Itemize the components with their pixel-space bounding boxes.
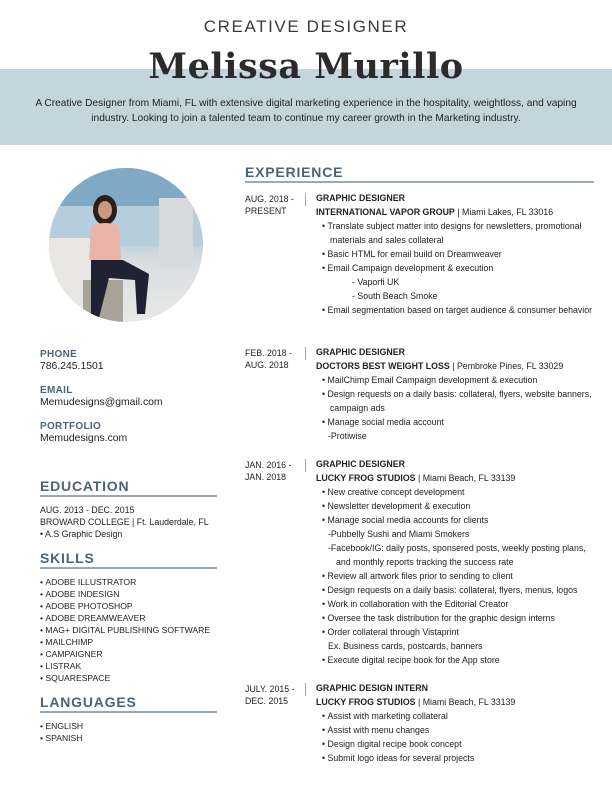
skills-list — [40, 576, 210, 684]
summary: A Creative Designer from Miami, FL with extensive digital marketing experience in the hospitality, weightloss, and vaping industry. Looking to join a talented team to continue my career growth in the Marketing industry. — [35, 98, 577, 124]
profile-photo-illustration — [49, 168, 203, 322]
job-bullet: • Manage social media accounts for clients — [316, 513, 596, 527]
skill-item: • ADOBE ILLUSTRATOR — [40, 576, 210, 588]
job-title: GRAPHIC DESIGNER — [316, 193, 405, 203]
job-bullet: • Design digital recipe book concept — [316, 737, 596, 751]
email-value[interactable]: Memudesigns@gmail.com — [40, 397, 163, 408]
job-bullet: • Basic HTML for email build on Dreamweaver — [316, 247, 596, 261]
job-sub-item: -Pubbelly Sushi and Miami Smokers — [328, 529, 470, 539]
job-sub-item: - Vaporfi UK — [352, 277, 400, 287]
job-company: DOCTORS BEST WEIGHT LOSS | Pembroke Pines, FL 33029 — [316, 361, 564, 371]
skill-item: • ADOBE PHOTOSHOP — [40, 600, 210, 612]
education-dates: AUG. 2013 - DEC. 2015 — [40, 505, 135, 515]
languages-list — [40, 720, 83, 744]
job-entry — [316, 191, 596, 317]
job-bullet: • Oversee the task distribution for the graphic design interns — [316, 611, 596, 625]
job-company: LUCKY FROG STUDIOS | Miami Beach, FL 33139 — [316, 473, 516, 483]
job-sub-item: - South Beach Smoke — [352, 291, 438, 301]
job-title: GRAPHIC DESIGNER — [316, 459, 405, 469]
job-dates: FEB. 2018 - AUG. 2018 — [245, 348, 292, 370]
job-bullet: • Order collateral through Vistaprint — [316, 625, 596, 639]
skill-item: • MAILCHIMP — [40, 636, 210, 648]
job-bullet: • Translate subject matter into designs for newsletters, promotional materials and sales collateral — [316, 219, 596, 247]
job-bullet: • Review all artwork files prior to sending to client — [316, 569, 596, 583]
skill-item: • LISTRAK — [40, 660, 210, 672]
role-title: CREATIVE DESIGNER — [203, 17, 409, 36]
languages-title: LANGUAGES — [40, 694, 137, 710]
job-company: INTERNATIONAL VAPOR GROUP | Miami Lakes, FL 33016 — [316, 207, 554, 217]
job-sub-item: -Protiwise — [328, 431, 367, 441]
phone-label: PHONE — [40, 349, 78, 360]
skill-item: • ADOBE INDESIGN — [40, 588, 210, 600]
job-bullet: • New creative concept development — [316, 485, 596, 499]
job-dates: JAN. 2016 - JAN. 2018 — [245, 460, 292, 482]
job-dates: AUG. 2018 - PRESENT — [245, 194, 294, 216]
skills-rule — [40, 567, 217, 569]
job-bullet: • Work in collaboration with the Editorial Creator — [316, 597, 596, 611]
skill-item: • CAMPAIGNER — [40, 648, 210, 660]
education-title: EDUCATION — [40, 478, 130, 494]
job-title: GRAPHIC DESIGN INTERN — [316, 683, 428, 693]
education-school: BROWARD COLLEGE | Ft. Lauderdale, FL — [40, 517, 209, 527]
experience-rule — [245, 181, 594, 183]
job-divider — [305, 683, 306, 696]
job-bullet: • Submit logo ideas for several projects — [316, 751, 596, 765]
job-entry — [316, 457, 596, 667]
job-divider — [305, 347, 306, 360]
job-sub-item: Ex. Business cards, postcards, banners — [328, 641, 483, 651]
job-bullet: • Design requests on a daily basis: collateral, flyers, website banners, campaign ads — [316, 387, 596, 415]
job-bullet: • Newsletter development & execution — [316, 499, 596, 513]
job-company: LUCKY FROG STUDIOS | Miami Beach, FL 33139 — [316, 697, 516, 707]
job-dates: JULY. 2015 - DEC. 2015 — [245, 684, 295, 706]
skill-item: • MAG+ DIGITAL PUBLISHING SOFTWARE — [40, 624, 210, 636]
phone-value: 786.245.1501 — [40, 361, 104, 372]
job-bullet: • Email Campaign development & execution — [316, 261, 596, 275]
job-bullet: • Email segmentation based on target audience & consumer behavior — [316, 303, 596, 317]
job-bullet: • Assist with menu changes — [316, 723, 596, 737]
experience-title: EXPERIENCE — [245, 164, 344, 180]
candidate-name: Melissa Murillo — [148, 46, 464, 87]
education-degree: • A.S Graphic Design — [40, 529, 123, 539]
job-bullet: • Design requests on a daily basis: collateral, flyers, menus, logos — [316, 583, 596, 597]
job-bullet: • MailChimp Email Campaign development & execution — [316, 373, 596, 387]
skill-item: • SQUARESPACE — [40, 672, 210, 684]
language-item: • ENGLISH — [40, 720, 83, 732]
job-bullet: • Manage social media account — [316, 415, 596, 429]
education-rule — [40, 495, 217, 497]
job-divider — [305, 459, 306, 472]
languages-rule — [40, 711, 217, 713]
portfolio-value[interactable]: Memudesigns.com — [40, 433, 128, 444]
skills-title: SKILLS — [40, 550, 95, 566]
job-sub-item: -Facebook/IG: daily posts, sponsered posts, weekly posting plans, and monthly reports tracking the success rate — [328, 543, 586, 567]
language-item: • SPANISH — [40, 732, 83, 744]
job-divider — [305, 193, 306, 206]
skill-item: • ADOBE DREAMWEAVER — [40, 612, 210, 624]
portfolio-label: PORTFOLIO — [40, 421, 102, 432]
email-label: EMAIL — [40, 385, 73, 396]
job-entry — [316, 681, 596, 765]
profile-photo — [49, 168, 203, 322]
job-entry — [316, 345, 596, 443]
job-title: GRAPHIC DESIGNER — [316, 347, 405, 357]
job-bullet: • Execute digital recipe book for the App store — [316, 653, 596, 667]
job-bullet: • Assist with marketing collateral — [316, 709, 596, 723]
